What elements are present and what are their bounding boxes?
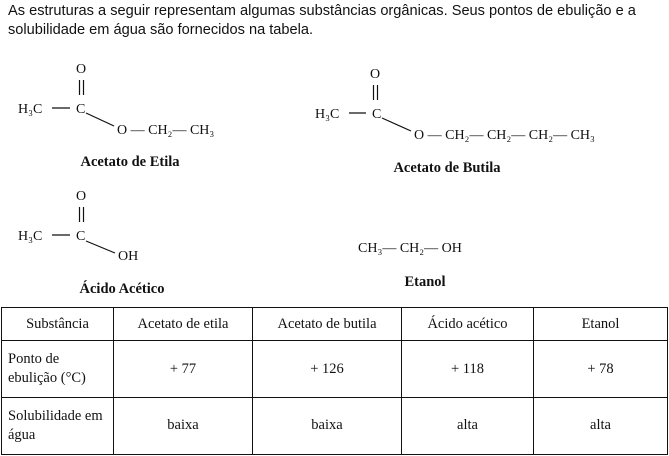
table-cell: baixa [253, 397, 402, 454]
table-cell: + 78 [534, 341, 668, 397]
carbonyl-oxygen: O [76, 189, 87, 204]
table-row [2, 397, 668, 454]
methyl-group: H₃C [315, 107, 340, 122]
ester-bond [382, 118, 411, 131]
hydroxyl-group: OH [118, 249, 139, 264]
methyl-group: H₃C [18, 229, 43, 244]
compound-name: Etanol [404, 274, 446, 290]
ester-chain: O — CH₂— CH₃ [117, 123, 215, 138]
compound-name: Acetato de Butila [393, 160, 501, 176]
ester-chain: O — CH₂— CH₂— CH₂— CH₃ [414, 128, 595, 143]
table-cell: baixa [114, 397, 253, 454]
table-cell: alta [402, 397, 534, 454]
table-header-cell: Ácido acético [402, 308, 534, 341]
row-label: Solubilidade em água [2, 397, 114, 454]
carbonyl-oxygen: O [370, 67, 381, 82]
hydroxyl-bond [86, 241, 115, 253]
properties-table [1, 307, 668, 455]
table-header-cell: Etanol [534, 308, 668, 341]
table-cell: + 118 [402, 341, 534, 397]
table-cell: alta [534, 397, 668, 454]
table-header-cell: Acetato de etila [114, 308, 253, 341]
carbonyl-carbon: C [76, 229, 86, 244]
table-header-cell: Substância [2, 308, 114, 341]
table-header-row [2, 308, 668, 341]
carbonyl-carbon: C [372, 107, 382, 122]
table-header-cell: Acetato de butila [253, 308, 402, 341]
methyl-group: H₃C [18, 102, 43, 117]
compound-name: Ácido Acético [79, 281, 165, 297]
carbonyl-carbon: C [76, 102, 86, 117]
structure-etanol [358, 241, 462, 290]
structure-acetato-etila [18, 62, 214, 170]
structure-acetato-butila [315, 67, 595, 176]
table-cell: + 126 [253, 341, 402, 397]
ethanol-formula: CH₃— CH₂— OH [358, 241, 462, 256]
table-row [2, 341, 668, 397]
ester-bond [86, 113, 114, 126]
question-intro: As estruturas a seguir representam algumas substâncias orgânicas. Seus pontos de ebulição e a solubilidade em água são fornecidos na tabela. [8, 3, 636, 38]
row-label: Ponto de ebulição (°C) [2, 341, 114, 397]
table-cell: + 77 [114, 341, 253, 397]
compound-name: Acetato de Etila [80, 154, 180, 170]
structure-acido-acetico [18, 189, 164, 297]
carbonyl-oxygen: O [76, 62, 87, 77]
